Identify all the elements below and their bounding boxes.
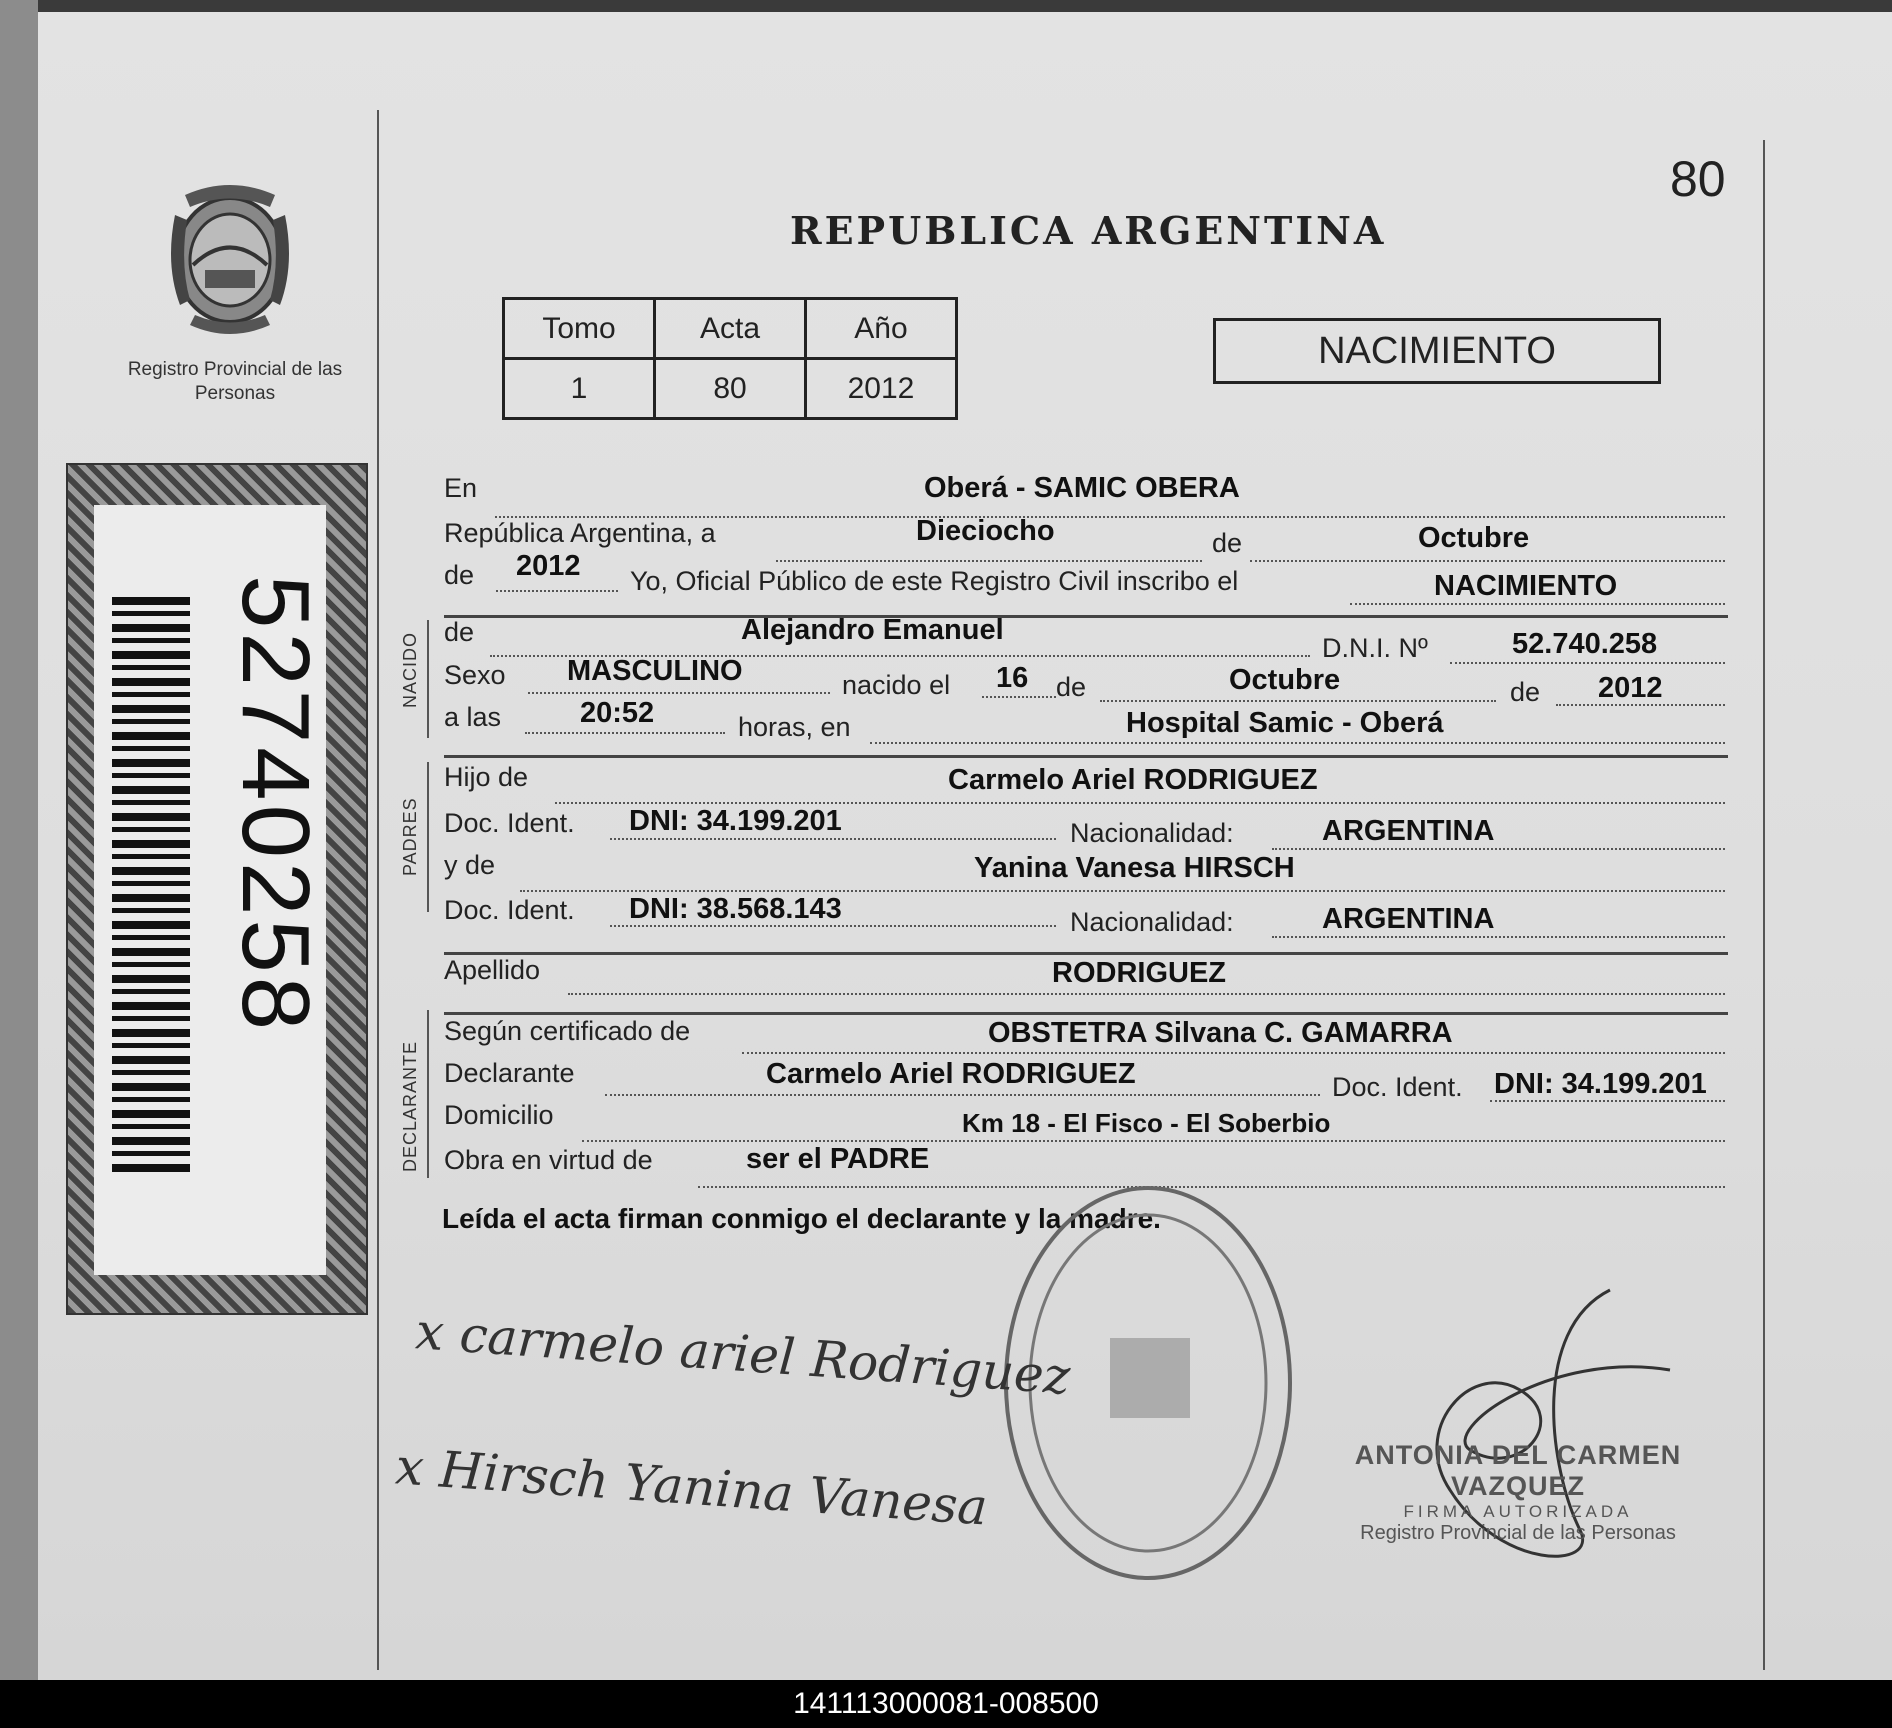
value-padre-dni: DNI: 34.199.201 xyxy=(629,805,842,837)
rule-7 xyxy=(555,802,1725,804)
father-signature: x carmelo ariel Rodriguez xyxy=(413,1302,1072,1406)
value-dia: Dieciocho xyxy=(916,515,1055,547)
label-a-las: a las xyxy=(444,702,502,732)
document-title: REPUBLICA ARGENTINA xyxy=(790,208,1387,253)
value-dni: 52.740.258 xyxy=(1512,628,1658,660)
divider-4 xyxy=(444,1012,1728,1015)
label-declarante: Declarante xyxy=(444,1058,575,1088)
value-declarante: Carmelo Ariel RODRIGUEZ xyxy=(766,1058,1136,1090)
value-declarante-dni: DNI: 34.199.201 xyxy=(1494,1068,1707,1100)
rule-13 xyxy=(605,1094,1320,1096)
register-table-header xyxy=(504,299,957,359)
label-obra: Obra en virtud de xyxy=(444,1145,653,1175)
rule-5c xyxy=(1100,700,1496,702)
official-name: ANTONIA DEL CARMEN VAZQUEZ xyxy=(1354,1440,1682,1501)
declarante-rule xyxy=(427,1010,429,1178)
register-table xyxy=(502,297,958,420)
value-padre-nac: ARGENTINA xyxy=(1322,815,1495,847)
label-de-4: de xyxy=(1056,672,1087,702)
label-en: En xyxy=(444,473,478,503)
anio-value: 2012 xyxy=(806,359,957,419)
value-hora: 20:52 xyxy=(580,697,655,729)
rule-9 xyxy=(520,890,1725,892)
right-border xyxy=(1763,140,1765,1670)
value-mes-nac: Octubre xyxy=(1229,664,1341,696)
registry-name: Registro Provincial de las Personas xyxy=(127,359,343,404)
label-nacionalidad-1: Nacionalidad: xyxy=(1070,818,1234,848)
label-hijo-de: Hijo de xyxy=(444,762,529,792)
official-role: FIRMA AUTORIZADA xyxy=(1403,1502,1633,1521)
rule-2 xyxy=(776,560,1202,562)
label-de-1: de xyxy=(1212,528,1243,558)
rule-12 xyxy=(742,1052,1725,1054)
value-apellido: RODRIGUEZ xyxy=(1052,957,1226,989)
rule-5 xyxy=(528,692,830,694)
left-page-edge xyxy=(0,0,38,1680)
divider-3 xyxy=(444,952,1728,955)
value-domicilio: Km 18 - El Fisco - El Soberbio xyxy=(962,1108,1331,1138)
value-obra: ser el PADRE xyxy=(746,1143,930,1175)
label-de-5: de xyxy=(1510,677,1541,707)
value-anio: 2012 xyxy=(516,550,581,582)
left-column-divider xyxy=(377,110,379,1670)
nacido-rule xyxy=(427,620,429,738)
anio-header: Año xyxy=(806,299,957,359)
value-madre-nac: ARGENTINA xyxy=(1322,903,1495,935)
official-org: Registro Provincial de las Personas xyxy=(1360,1522,1676,1544)
rule-8b xyxy=(1272,848,1725,850)
value-padre: Carmelo Ariel RODRIGUEZ xyxy=(948,764,1318,796)
closing-statement: Leída el acta firman conmigo el declarante y la madre. xyxy=(442,1203,1161,1234)
label-domicilio: Domicilio xyxy=(444,1100,554,1130)
rule-6 xyxy=(525,732,725,734)
page-number: 80 xyxy=(1670,151,1726,207)
register-table-values xyxy=(504,359,957,419)
divider-2 xyxy=(444,755,1728,758)
value-anio-nac: 2012 xyxy=(1598,672,1663,704)
mother-signature: x Hirsch Yanina Vanesa xyxy=(393,1437,990,1537)
rule-6b xyxy=(870,742,1725,744)
value-nombre: Alejandro Emanuel xyxy=(741,614,1004,646)
rule-11 xyxy=(568,993,1725,995)
value-certificado: OBSTETRA Silvana C. GAMARRA xyxy=(988,1017,1453,1049)
value-acto: NACIMIENTO xyxy=(1434,570,1618,602)
acta-header: Acta xyxy=(655,299,806,359)
rule-14 xyxy=(582,1140,1725,1142)
value-madre: Yanina Vanesa HIRSCH xyxy=(974,852,1295,884)
label-sexo: Sexo xyxy=(444,660,506,690)
section-nacido: NACIDO xyxy=(400,631,420,708)
rule-8 xyxy=(610,838,1056,840)
label-horas-en: horas, en xyxy=(738,712,851,742)
section-declarante: DECLARANTE xyxy=(400,1040,420,1172)
label-doc-ident-2: Doc. Ident. xyxy=(444,895,575,925)
acta-value: 80 xyxy=(655,359,806,419)
tomo-header: Tomo xyxy=(504,299,655,359)
rule-5b xyxy=(982,696,1056,698)
section-padres: PADRES xyxy=(400,797,420,876)
label-dni: D.N.I. Nº xyxy=(1322,633,1428,663)
official-block xyxy=(1318,1440,1718,1545)
label-de-2: de xyxy=(444,560,475,590)
label-apellido: Apellido xyxy=(444,955,541,985)
rule-4b xyxy=(1450,662,1725,664)
rule-2b xyxy=(1250,560,1725,562)
label-republica: República Argentina, a xyxy=(444,518,716,548)
label-nacionalidad-2: Nacionalidad: xyxy=(1070,907,1234,937)
label-yo-oficial: Yo, Oficial Público de este Registro Civil inscribo el xyxy=(630,566,1239,596)
footer-id: 141113000081-008500 xyxy=(0,1680,1892,1728)
value-madre-dni: DNI: 38.568.143 xyxy=(629,893,842,925)
rule-3 xyxy=(496,590,618,592)
divider-1 xyxy=(444,615,1728,618)
value-lugar: Oberá - SAMIC OBERA xyxy=(924,472,1240,504)
value-mes: Octubre xyxy=(1418,522,1530,554)
label-nacido-el: nacido el xyxy=(842,670,951,700)
label-doc-ident-3: Doc. Ident. xyxy=(1332,1072,1463,1102)
record-type-box: NACIMIENTO xyxy=(1213,318,1661,384)
rule-10b xyxy=(1272,936,1725,938)
tomo-value: 1 xyxy=(504,359,655,419)
rule-3b xyxy=(1350,603,1725,605)
value-sexo: MASCULINO xyxy=(567,655,743,687)
padres-rule xyxy=(427,762,429,912)
label-de-3: de xyxy=(444,617,475,647)
value-dia-nac: 16 xyxy=(996,662,1029,694)
label-y-de: y de xyxy=(444,850,496,880)
value-lugar-nac: Hospital Samic - Oberá xyxy=(1126,707,1444,739)
province-crest-icon xyxy=(155,175,305,345)
barcode xyxy=(112,597,190,1177)
label-doc-ident-1: Doc. Ident. xyxy=(444,808,575,838)
barcode-number: 52740258 xyxy=(222,575,329,1035)
label-segun: Según certificado de xyxy=(444,1016,691,1046)
